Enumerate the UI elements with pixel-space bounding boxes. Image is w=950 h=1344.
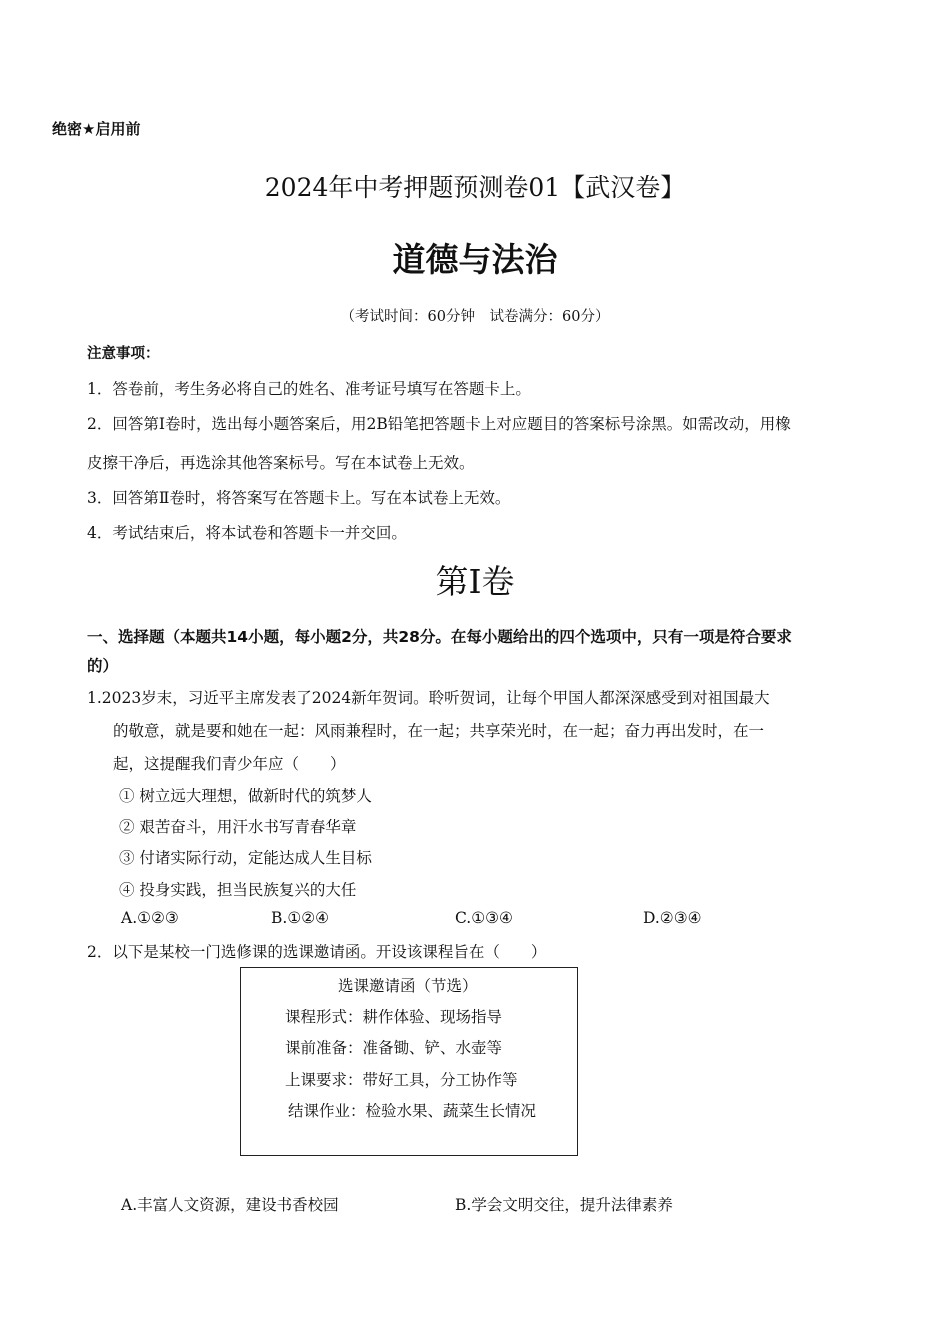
question-1-statement: ② 艰苦奋斗，用汗水书写青春华章: [119, 818, 357, 836]
invitation-line: 上课要求：带好工具，分工协作等: [285, 1071, 518, 1089]
question-2-option-a[interactable]: A.丰富人文资源，建设书香校园: [121, 1196, 339, 1214]
section-heading-continued: 的）: [87, 657, 119, 675]
notice-heading: 注意事项：: [87, 346, 160, 362]
invitation-line: 课前准备：准备锄、铲、水壶等: [285, 1039, 503, 1057]
invitation-line: 课程形式：耕作体验、现场指导: [285, 1008, 503, 1026]
question-1-option-d[interactable]: D.②③④: [643, 909, 702, 927]
question-1-option-a[interactable]: A.①②③: [121, 909, 179, 927]
invitation-line: 结课作业：检验水果、蔬菜生长情况: [288, 1102, 537, 1120]
volume-title: 第Ⅰ卷: [435, 562, 515, 601]
subject-title: 道德与法治: [392, 240, 558, 279]
notice-item: 3．回答第Ⅱ卷时，将答案写在答题卡上。写在本试卷上无效。: [87, 489, 511, 507]
question-1-statement: ③ 付诸实际行动，定能达成人生目标: [119, 849, 372, 867]
question-1-statement: ① 树立远大理想，做新时代的筑梦人: [119, 787, 372, 805]
notice-item: 1．答卷前，考生务必将自己的姓名、准考证号填写在答题卡上。: [87, 380, 531, 398]
question-1-statement: ④ 投身实践，担当民族复兴的大任: [119, 881, 357, 899]
notice-item: 2．回答第Ⅰ卷时，选出每小题答案后，用2B铅笔把答题卡上对应题目的答案标号涂黑。如需改动，用橡: [87, 415, 791, 433]
question-2-option-b[interactable]: B.学会文明交往，提升法律素养: [455, 1196, 673, 1214]
notice-item-continued: 皮擦干净后，再选涂其他答案标号。写在本试卷上无效。: [87, 454, 475, 472]
question-1-option-c[interactable]: C.①③④: [455, 909, 513, 927]
exam-title: 2024年中考押题预测卷01【武汉卷】: [264, 173, 686, 202]
question-1-stem: 1.2023岁末，习近平主席发表了2024新年贺词。聆听贺词，让每个甲国人都深深感受到对祖国最大: [87, 689, 770, 707]
question-1-stem: 的敬意，就是要和她在一起：风雨兼程时，在一起；共享荣光时，在一起；奋力再出发时，在一: [113, 722, 765, 740]
section-heading: 一、选择题（本题共14小题，每小题2分，共28分。在每小题给出的四个选项中，只有一项是符合要求: [87, 628, 792, 646]
question-1-option-b[interactable]: B.①②④: [271, 909, 330, 927]
question-2-stem: 2．以下是某校一门选修课的选课邀请函。开设该课程旨在（ ）: [87, 943, 547, 961]
invitation-title: 选课邀请函（节选）: [338, 977, 478, 995]
exam-info: （考试时间：60分钟 试卷满分：60分）: [340, 309, 610, 325]
notice-item: 4．考试结束后，将本试卷和答题卡一并交回。: [87, 524, 407, 542]
question-1-stem: 起，这提醒我们青少年应（ ）: [113, 755, 346, 773]
confidential-label: 绝密★启用前: [52, 120, 141, 138]
